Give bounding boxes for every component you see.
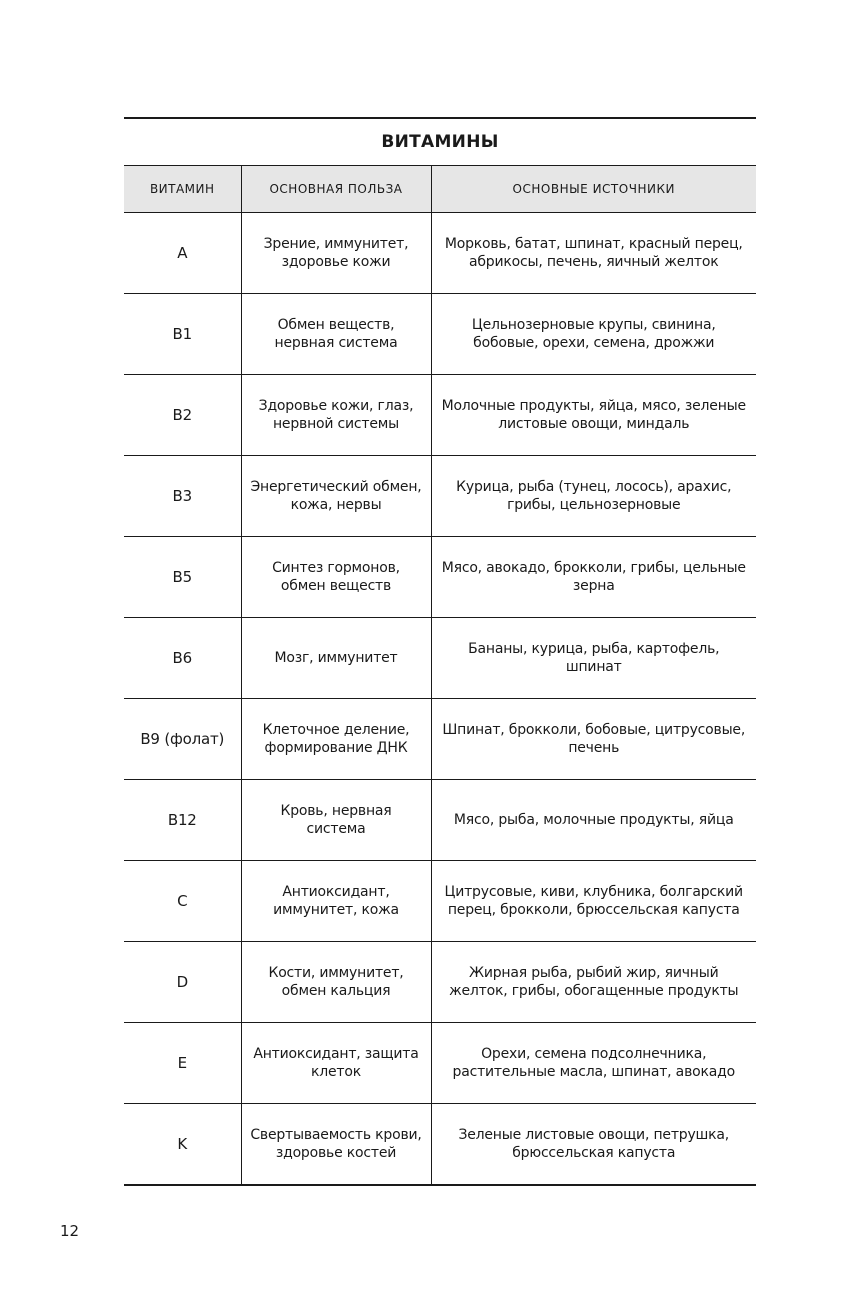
- vitamin-name: B3: [124, 456, 241, 537]
- table-row: [124, 213, 756, 294]
- table-row: [124, 375, 756, 456]
- vitamin-benefit: Зрение, иммунитет, здоровье кожи: [241, 213, 431, 294]
- vitamin-benefit: Здоровье кожи, глаз, нервной системы: [241, 375, 431, 456]
- table-row: [124, 456, 756, 537]
- vitamin-name: K: [124, 1104, 241, 1185]
- vitamin-name: B12: [124, 780, 241, 861]
- vitamin-benefit: Обмен веществ, нервная система: [241, 294, 431, 375]
- vitamin-benefit: Антиоксидант, защита клеток: [241, 1023, 431, 1104]
- table-row: [124, 294, 756, 375]
- vitamin-sources: Зеленые листовые овощи, петрушка, брюссельская капуста: [431, 1104, 756, 1185]
- vitamin-sources: Морковь, батат, шпинат, красный перец, абрикосы, печень, яичный желток: [431, 213, 756, 294]
- vitamin-sources: Молочные продукты, яйца, мясо, зеленые листовые овощи, миндаль: [431, 375, 756, 456]
- table-header-row: [124, 166, 756, 213]
- table-row: [124, 780, 756, 861]
- vitamin-name: C: [124, 861, 241, 942]
- table-row: [124, 1023, 756, 1104]
- vitamin-sources: Орехи, семена подсолнечника, растительные масла, шпинат, авокадо: [431, 1023, 756, 1104]
- vitamin-name: A: [124, 213, 241, 294]
- table-row: [124, 861, 756, 942]
- vitamin-name: B1: [124, 294, 241, 375]
- vitamin-sources: Мясо, рыба, молочные продукты, яйца: [431, 780, 756, 861]
- vitamin-benefit: Кости, иммунитет, обмен кальция: [241, 942, 431, 1023]
- header-sources: ОСНОВНЫЕ ИСТОЧНИКИ: [431, 166, 756, 213]
- vitamin-benefit: Клеточное деление, формирование ДНК: [241, 699, 431, 780]
- vitamins-table: [124, 165, 756, 1186]
- vitamin-sources: Бананы, курица, рыба, картофель, шпинат: [431, 618, 756, 699]
- vitamin-sources: Мясо, авокадо, брокколи, грибы, цельные зерна: [431, 537, 756, 618]
- vitamin-name: B6: [124, 618, 241, 699]
- vitamin-benefit: Синтез гормонов, обмен веществ: [241, 537, 431, 618]
- vitamin-sources: Шпинат, брокколи, бобовые, цитрусовые, печень: [431, 699, 756, 780]
- vitamin-name: B2: [124, 375, 241, 456]
- table-row: [124, 1104, 756, 1185]
- vitamin-sources: Курица, рыба (тунец, лосось), арахис, грибы, цельнозерновые: [431, 456, 756, 537]
- vitamin-sources: Цельнозерновые крупы, свинина, бобовые, орехи, семена, дрожжи: [431, 294, 756, 375]
- vitamin-name: D: [124, 942, 241, 1023]
- vitamin-name: B9 (фолат): [124, 699, 241, 780]
- vitamin-sources: Цитрусовые, киви, клубника, болгарский перец, брокколи, брюссельская капуста: [431, 861, 756, 942]
- vitamin-name: E: [124, 1023, 241, 1104]
- header-vitamin: ВИТАМИН: [124, 166, 241, 213]
- vitamin-benefit: Мозг, иммунитет: [241, 618, 431, 699]
- table-row: [124, 699, 756, 780]
- vitamin-benefit: Энергетический обмен, кожа, нервы: [241, 456, 431, 537]
- vitamin-name: B5: [124, 537, 241, 618]
- vitamin-sources: Жирная рыба, рыбий жир, яичный желток, грибы, обогащенные продукты: [431, 942, 756, 1023]
- vitamins-table-block: [124, 117, 756, 1186]
- table-row: [124, 618, 756, 699]
- header-benefit: ОСНОВНАЯ ПОЛЬЗА: [241, 166, 431, 213]
- vitamin-benefit: Антиоксидант, иммунитет, кожа: [241, 861, 431, 942]
- page-number: 12: [60, 1222, 80, 1240]
- vitamin-benefit: Свертываемость крови, здоровье костей: [241, 1104, 431, 1185]
- table-row: [124, 942, 756, 1023]
- table-title: ВИТАМИНЫ: [381, 132, 499, 152]
- table-row: [124, 537, 756, 618]
- vitamin-benefit: Кровь, нервная система: [241, 780, 431, 861]
